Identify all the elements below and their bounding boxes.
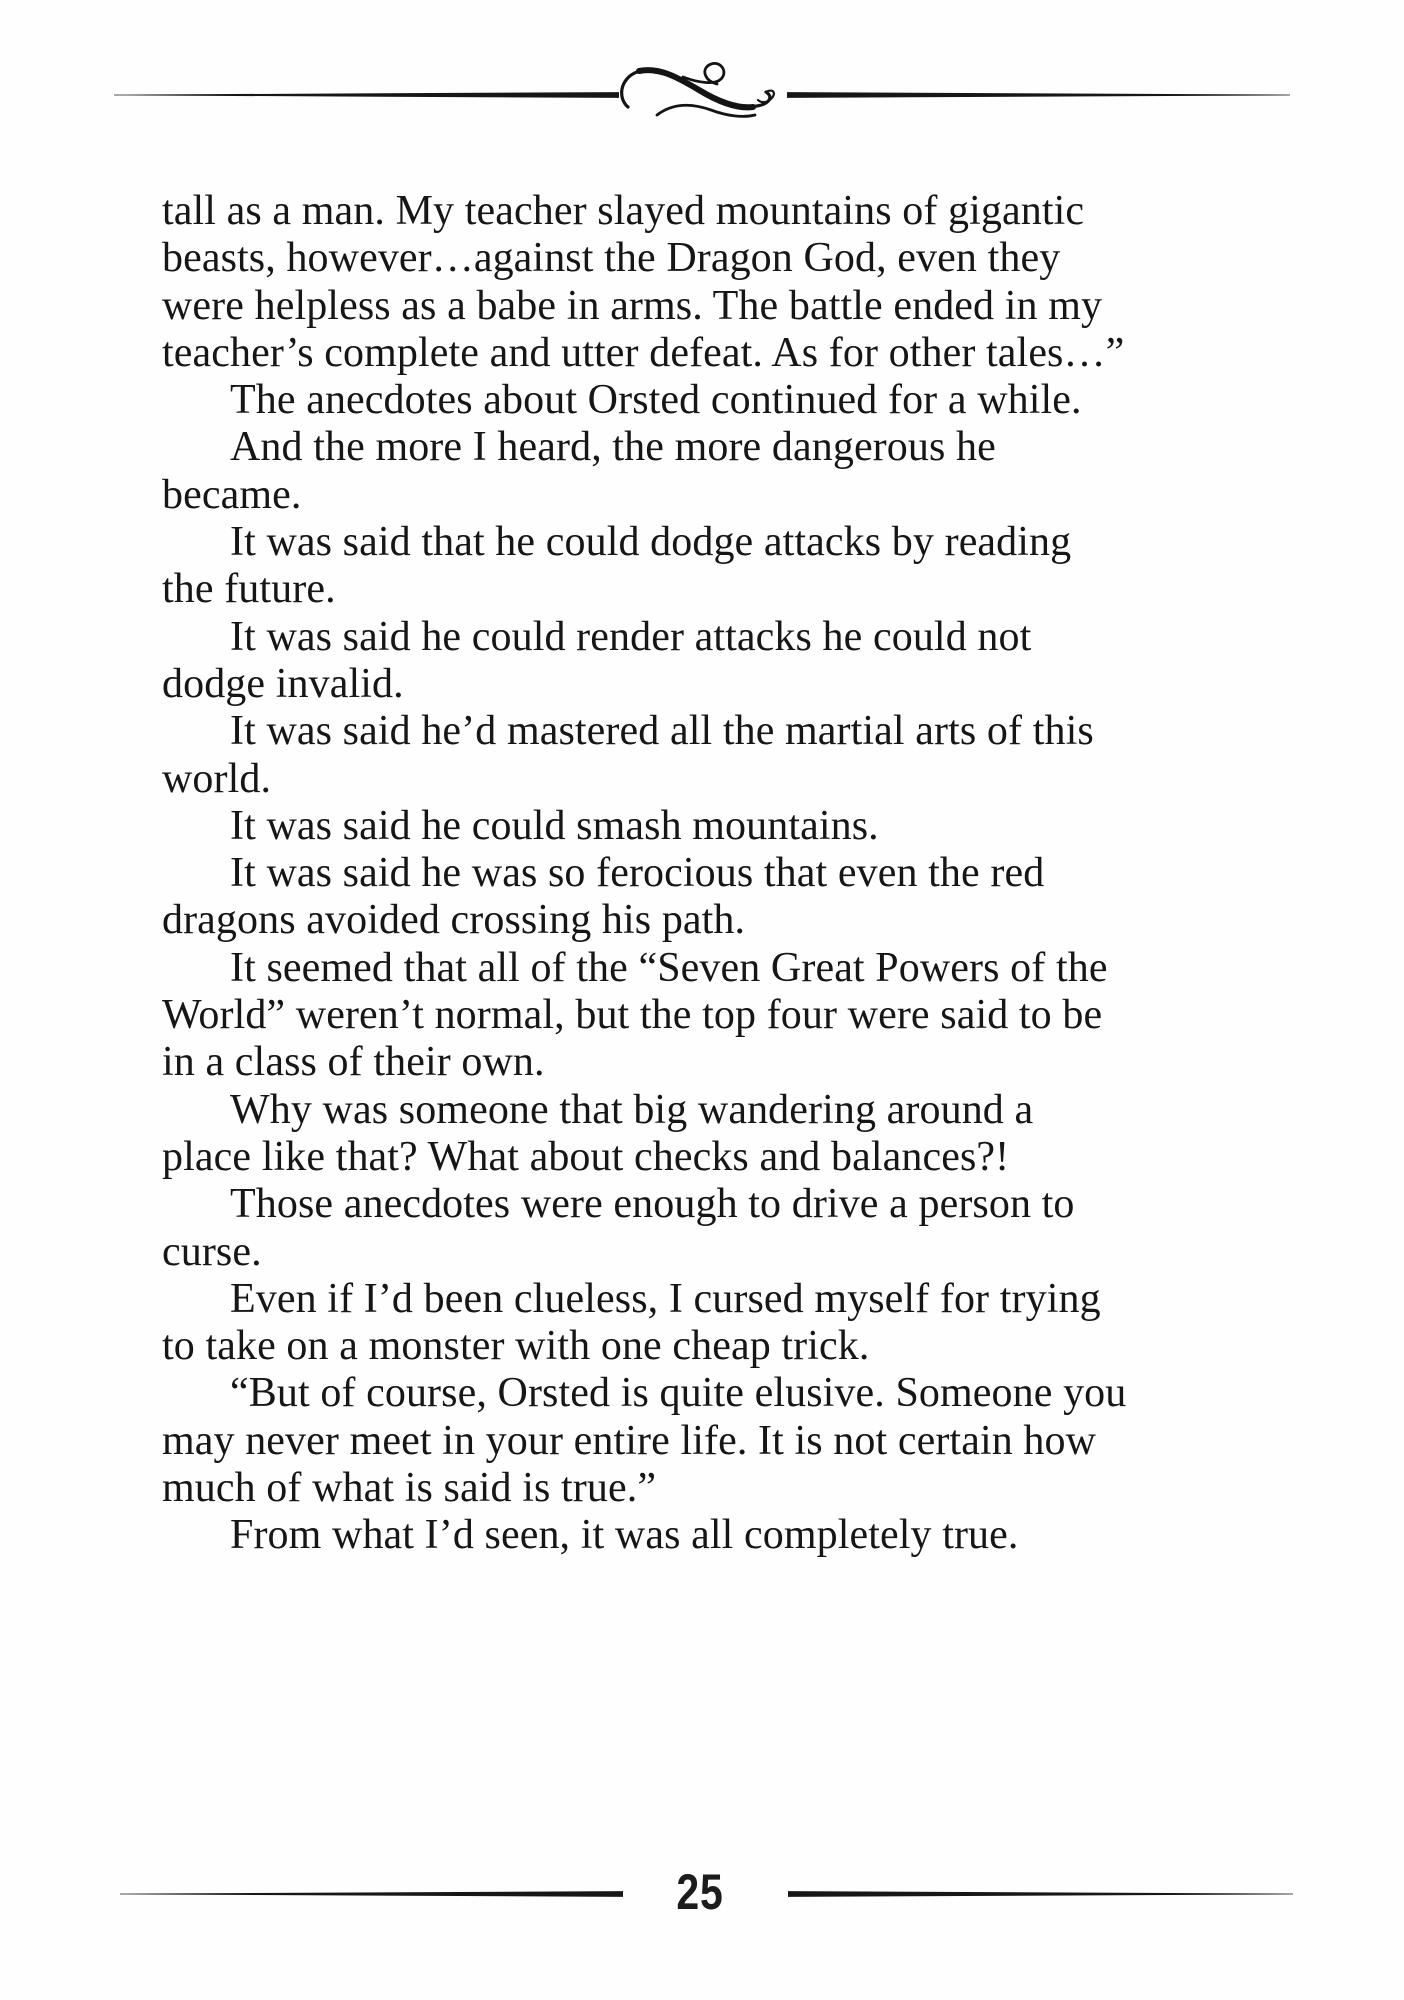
body-text bbox=[162, 188, 1252, 1560]
text-line: the future. bbox=[162, 566, 336, 613]
text-line: It was said he could render attacks he could not bbox=[230, 613, 1032, 660]
text-line: It was said that he could dodge attacks by reading bbox=[230, 519, 1072, 566]
text-line: It seemed that all of the “Seven Great Powers of the bbox=[230, 944, 1108, 991]
text-line: And the more I heard, the more dangerous he bbox=[230, 424, 996, 471]
header-rule-left bbox=[114, 92, 619, 98]
text-line: It was said he’d mastered all the martial arts of this bbox=[230, 708, 1094, 755]
text-line: dodge invalid. bbox=[162, 660, 404, 707]
text-line: became. bbox=[162, 471, 302, 518]
page-number: 25 bbox=[676, 1864, 724, 1920]
text-line: teacher’s complete and utter defeat. As for other tales…” bbox=[162, 329, 1125, 376]
text-line: dragons avoided crossing his path. bbox=[162, 897, 746, 944]
text-line: Those anecdotes were enough to drive a person to bbox=[230, 1181, 1075, 1228]
text-line: to take on a monster with one cheap trick. bbox=[162, 1323, 870, 1370]
calligraphic-flourish-icon bbox=[615, 56, 790, 130]
text-line: beasts, however…against the Dragon God, even they bbox=[162, 235, 1061, 282]
text-line: place like that? What about checks and balances?! bbox=[162, 1133, 1010, 1180]
text-line: “But of course, Orsted is quite elusive. Someone you bbox=[230, 1370, 1127, 1417]
text-line: much of what is said is true.” bbox=[162, 1465, 657, 1512]
text-line: may never meet in your entire life. It is not certain how bbox=[162, 1417, 1097, 1464]
text-line: Even if I’d been clueless, I cursed myself for trying bbox=[230, 1275, 1101, 1322]
text-line: It was said he was so ferocious that even the red bbox=[230, 850, 1045, 897]
text-line: It was said he could smash mountains. bbox=[230, 802, 879, 849]
text-line: tall as a man. My teacher slayed mountains of gigantic bbox=[162, 188, 1085, 234]
footer-rule-right bbox=[788, 1891, 1293, 1897]
text-line: The anecdotes about Orsted continued for a while. bbox=[230, 377, 1082, 424]
text-line: From what I’d seen, it was all completely true. bbox=[230, 1512, 1019, 1559]
text-line: world. bbox=[162, 755, 272, 802]
text-line: were helpless as a babe in arms. The battle ended in my bbox=[162, 282, 1103, 329]
text-line: curse. bbox=[162, 1228, 262, 1275]
text-line: in a class of their own. bbox=[162, 1039, 545, 1086]
text-line: Why was someone that big wandering around a bbox=[230, 1086, 1034, 1133]
header-rule-right bbox=[787, 92, 1290, 98]
text-line: World” weren’t normal, but the top four were said to be bbox=[162, 992, 1103, 1039]
footer-rule-left bbox=[120, 1891, 623, 1897]
